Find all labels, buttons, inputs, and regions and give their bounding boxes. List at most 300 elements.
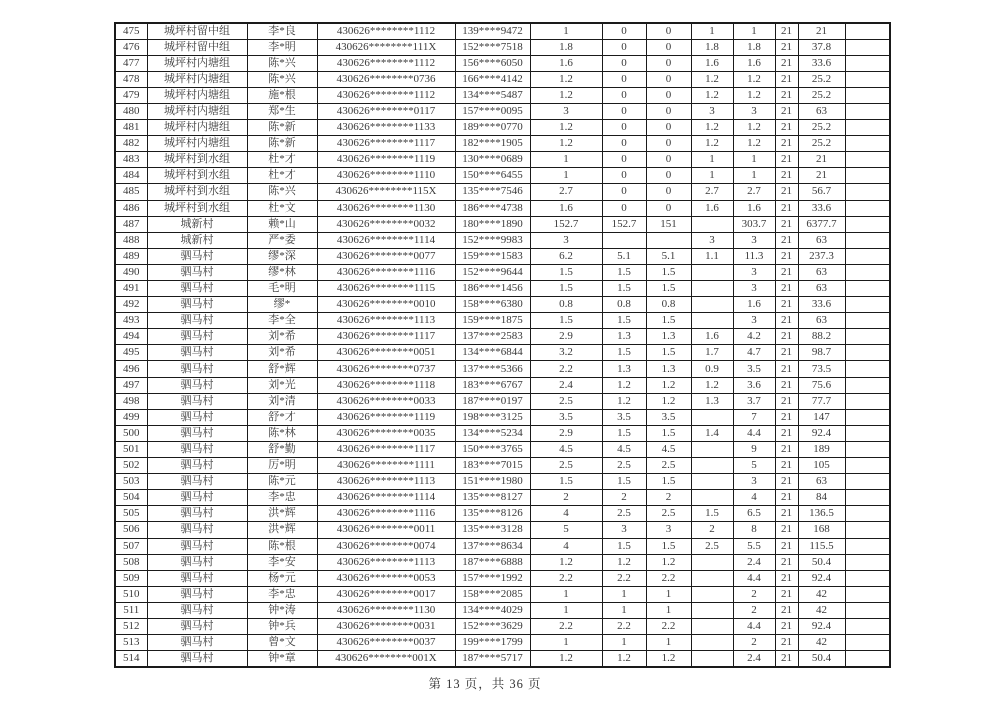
cell-amount4: 1.2 <box>691 136 733 152</box>
cell-id_number_masked: 430626********0032 <box>317 216 455 232</box>
cell-name: 缪*林 <box>247 264 317 280</box>
table-row <box>115 618 890 634</box>
cell-amount_total_red: 3 <box>733 313 775 329</box>
cell-amount1: 1.6 <box>530 55 602 71</box>
cell-name: 陈*兴 <box>247 71 317 87</box>
cell-amount_total_red: 1 <box>733 152 775 168</box>
cell-total_amount: 92.4 <box>798 425 845 441</box>
cell-phone_masked: 130****0689 <box>455 152 530 168</box>
cell-village_group: 城坪村内塘组 <box>147 103 247 119</box>
table-row <box>115 425 890 441</box>
cell-remark <box>845 651 890 667</box>
cell-unit_price: 21 <box>775 232 798 248</box>
cell-unit_price: 21 <box>775 458 798 474</box>
cell-phone_masked: 187****5717 <box>455 651 530 667</box>
cell-total_amount: 25.2 <box>798 136 845 152</box>
table-row <box>115 506 890 522</box>
cell-unit_price: 21 <box>775 377 798 393</box>
cell-phone_masked: 151****1980 <box>455 474 530 490</box>
cell-village_group: 城坪村到水组 <box>147 168 247 184</box>
cell-unit_price: 21 <box>775 554 798 570</box>
cell-amount3: 1.5 <box>646 313 691 329</box>
cell-remark <box>845 570 890 586</box>
cell-village_group: 驷马村 <box>147 602 247 618</box>
cell-amount3: 1.5 <box>646 538 691 554</box>
cell-index: 479 <box>115 87 147 103</box>
cell-amount1: 4.5 <box>530 441 602 457</box>
cell-index: 507 <box>115 538 147 554</box>
cell-amount_total_red: 1.6 <box>733 55 775 71</box>
cell-remark <box>845 441 890 457</box>
cell-amount3: 1.5 <box>646 474 691 490</box>
cell-name: 李*全 <box>247 313 317 329</box>
cell-remark <box>845 55 890 71</box>
cell-amount1: 152.7 <box>530 216 602 232</box>
cell-amount2: 5.1 <box>602 248 646 264</box>
cell-amount4 <box>691 297 733 313</box>
cell-amount2: 1 <box>602 586 646 602</box>
cell-amount1: 1 <box>530 586 602 602</box>
cell-village_group: 城坪村到水组 <box>147 152 247 168</box>
cell-amount4: 1.5 <box>691 506 733 522</box>
table-row <box>115 361 890 377</box>
cell-amount3: 1.5 <box>646 345 691 361</box>
cell-amount2: 2.2 <box>602 618 646 634</box>
cell-phone_masked: 135****7546 <box>455 184 530 200</box>
cell-name: 李*良 <box>247 23 317 39</box>
cell-amount1: 6.2 <box>530 248 602 264</box>
cell-phone_masked: 139****9472 <box>455 23 530 39</box>
cell-amount4: 3 <box>691 103 733 119</box>
cell-id_number_masked: 430626********1112 <box>317 55 455 71</box>
cell-village_group: 驷马村 <box>147 393 247 409</box>
cell-index: 487 <box>115 216 147 232</box>
cell-id_number_masked: 430626********1115 <box>317 281 455 297</box>
table-row <box>115 248 890 264</box>
cell-unit_price: 21 <box>775 490 798 506</box>
cell-name: 刘*光 <box>247 377 317 393</box>
cell-index: 478 <box>115 71 147 87</box>
cell-amount3: 1.3 <box>646 361 691 377</box>
cell-phone_masked: 150****3765 <box>455 441 530 457</box>
cell-village_group: 城坪村内塘组 <box>147 136 247 152</box>
cell-amount4: 2.7 <box>691 184 733 200</box>
cell-amount1: 1 <box>530 152 602 168</box>
cell-id_number_masked: 430626********1117 <box>317 136 455 152</box>
cell-amount1: 1.2 <box>530 71 602 87</box>
table-row <box>115 103 890 119</box>
cell-total_amount: 42 <box>798 602 845 618</box>
cell-remark <box>845 232 890 248</box>
cell-total_amount: 115.5 <box>798 538 845 554</box>
cell-id_number_masked: 430626********0077 <box>317 248 455 264</box>
cell-amount4: 1.2 <box>691 71 733 87</box>
cell-phone_masked: 158****6380 <box>455 297 530 313</box>
table-row <box>115 152 890 168</box>
cell-remark <box>845 184 890 200</box>
cell-amount2: 3.5 <box>602 409 646 425</box>
cell-phone_masked: 134****5487 <box>455 87 530 103</box>
cell-village_group: 城坪村内塘组 <box>147 71 247 87</box>
cell-amount2: 1.2 <box>602 554 646 570</box>
cell-amount4 <box>691 490 733 506</box>
cell-id_number_masked: 430626********0053 <box>317 570 455 586</box>
cell-amount4: 1.1 <box>691 248 733 264</box>
cell-amount2: 152.7 <box>602 216 646 232</box>
cell-phone_masked: 135****8127 <box>455 490 530 506</box>
cell-amount1: 2 <box>530 490 602 506</box>
cell-index: 490 <box>115 264 147 280</box>
cell-id_number_masked: 430626********001X <box>317 651 455 667</box>
cell-remark <box>845 506 890 522</box>
cell-id_number_masked: 430626********1119 <box>317 152 455 168</box>
cell-remark <box>845 87 890 103</box>
cell-amount3: 151 <box>646 216 691 232</box>
cell-index: 476 <box>115 39 147 55</box>
cell-amount_total_red: 3 <box>733 232 775 248</box>
cell-amount_total_red: 2 <box>733 635 775 651</box>
cell-name: 郑*生 <box>247 103 317 119</box>
cell-amount2: 2 <box>602 490 646 506</box>
cell-amount1: 1.6 <box>530 200 602 216</box>
cell-amount_total_red: 9 <box>733 441 775 457</box>
cell-amount_total_red: 4.4 <box>733 618 775 634</box>
cell-unit_price: 21 <box>775 345 798 361</box>
cell-name: 陈*兴 <box>247 55 317 71</box>
cell-amount_total_red: 5 <box>733 458 775 474</box>
cell-id_number_masked: 430626********1133 <box>317 120 455 136</box>
cell-id_number_masked: 430626********0051 <box>317 345 455 361</box>
cell-phone_masked: 137****2583 <box>455 329 530 345</box>
cell-amount1: 2.5 <box>530 458 602 474</box>
cell-index: 485 <box>115 184 147 200</box>
cell-village_group: 驷马村 <box>147 651 247 667</box>
cell-amount1: 2.2 <box>530 361 602 377</box>
table-row <box>115 200 890 216</box>
cell-name: 杜*文 <box>247 200 317 216</box>
cell-amount4: 1 <box>691 168 733 184</box>
cell-unit_price: 21 <box>775 297 798 313</box>
page-number-footer: 第 13 页，共 36 页 <box>428 677 542 691</box>
cell-amount3: 2.5 <box>646 458 691 474</box>
cell-village_group: 城坪村到水组 <box>147 184 247 200</box>
cell-phone_masked: 187****0197 <box>455 393 530 409</box>
cell-amount_total_red: 303.7 <box>733 216 775 232</box>
cell-id_number_masked: 430626********1130 <box>317 602 455 618</box>
cell-total_amount: 25.2 <box>798 87 845 103</box>
cell-amount2: 1.5 <box>602 264 646 280</box>
cell-amount_total_red: 4 <box>733 490 775 506</box>
cell-remark <box>845 554 890 570</box>
cell-total_amount: 92.4 <box>798 618 845 634</box>
cell-amount2 <box>602 232 646 248</box>
cell-village_group: 城新村 <box>147 232 247 248</box>
cell-total_amount: 136.5 <box>798 506 845 522</box>
table-row <box>115 232 890 248</box>
cell-amount1: 2.2 <box>530 570 602 586</box>
cell-amount4 <box>691 409 733 425</box>
cell-index: 508 <box>115 554 147 570</box>
cell-amount2: 1.2 <box>602 393 646 409</box>
cell-total_amount: 77.7 <box>798 393 845 409</box>
cell-total_amount: 42 <box>798 586 845 602</box>
cell-amount_total_red: 1.2 <box>733 87 775 103</box>
cell-unit_price: 21 <box>775 522 798 538</box>
cell-unit_price: 21 <box>775 651 798 667</box>
cell-amount1: 0.8 <box>530 297 602 313</box>
cell-remark <box>845 522 890 538</box>
cell-amount2: 2.5 <box>602 458 646 474</box>
cell-remark <box>845 136 890 152</box>
cell-name: 杜*才 <box>247 168 317 184</box>
cell-id_number_masked: 430626********0117 <box>317 103 455 119</box>
cell-id_number_masked: 430626********0017 <box>317 586 455 602</box>
cell-name: 陈*根 <box>247 538 317 554</box>
cell-total_amount: 63 <box>798 313 845 329</box>
cell-id_number_masked: 430626********0035 <box>317 425 455 441</box>
cell-amount1: 5 <box>530 522 602 538</box>
cell-name: 舒*才 <box>247 409 317 425</box>
table-row <box>115 441 890 457</box>
cell-amount3: 3 <box>646 522 691 538</box>
cell-phone_masked: 152****3629 <box>455 618 530 634</box>
cell-unit_price: 21 <box>775 393 798 409</box>
cell-id_number_masked: 430626********1110 <box>317 168 455 184</box>
cell-index: 492 <box>115 297 147 313</box>
table-row <box>115 55 890 71</box>
records-table <box>114 22 891 668</box>
cell-index: 513 <box>115 635 147 651</box>
cell-amount_total_red: 5.5 <box>733 538 775 554</box>
cell-index: 509 <box>115 570 147 586</box>
cell-id_number_masked: 430626********1113 <box>317 554 455 570</box>
cell-id_number_masked: 430626********1118 <box>317 377 455 393</box>
cell-amount_total_red: 3 <box>733 103 775 119</box>
cell-village_group: 驷马村 <box>147 264 247 280</box>
table-row <box>115 281 890 297</box>
cell-amount_total_red: 3 <box>733 281 775 297</box>
cell-amount2: 0 <box>602 168 646 184</box>
cell-amount2: 1.5 <box>602 345 646 361</box>
cell-village_group: 驷马村 <box>147 441 247 457</box>
cell-amount3: 1.3 <box>646 329 691 345</box>
cell-id_number_masked: 430626********1112 <box>317 23 455 39</box>
cell-amount_total_red: 6.5 <box>733 506 775 522</box>
cell-total_amount: 63 <box>798 281 845 297</box>
cell-total_amount: 25.2 <box>798 71 845 87</box>
cell-total_amount: 33.6 <box>798 200 845 216</box>
cell-phone_masked: 199****1799 <box>455 635 530 651</box>
cell-amount_total_red: 3.5 <box>733 361 775 377</box>
cell-phone_masked: 156****6050 <box>455 55 530 71</box>
cell-remark <box>845 329 890 345</box>
cell-amount1: 1 <box>530 635 602 651</box>
cell-index: 494 <box>115 329 147 345</box>
cell-name: 缪* <box>247 297 317 313</box>
cell-amount4: 1.6 <box>691 55 733 71</box>
cell-amount4 <box>691 570 733 586</box>
cell-phone_masked: 159****1875 <box>455 313 530 329</box>
cell-id_number_masked: 430626********1111 <box>317 458 455 474</box>
cell-remark <box>845 103 890 119</box>
cell-total_amount: 21 <box>798 168 845 184</box>
table-row <box>115 313 890 329</box>
cell-amount4: 3 <box>691 232 733 248</box>
cell-unit_price: 21 <box>775 329 798 345</box>
cell-total_amount: 168 <box>798 522 845 538</box>
cell-amount4: 1.6 <box>691 329 733 345</box>
cell-index: 506 <box>115 522 147 538</box>
table-row <box>115 168 890 184</box>
cell-village_group: 驷马村 <box>147 281 247 297</box>
cell-amount3: 3.5 <box>646 409 691 425</box>
cell-village_group: 驷马村 <box>147 586 247 602</box>
cell-id_number_masked: 430626********1113 <box>317 474 455 490</box>
cell-amount1: 1.2 <box>530 651 602 667</box>
cell-total_amount: 56.7 <box>798 184 845 200</box>
cell-remark <box>845 23 890 39</box>
cell-unit_price: 21 <box>775 474 798 490</box>
cell-remark <box>845 618 890 634</box>
cell-amount2: 1 <box>602 602 646 618</box>
table-row <box>115 490 890 506</box>
cell-index: 502 <box>115 458 147 474</box>
cell-index: 501 <box>115 441 147 457</box>
cell-amount_total_red: 4.2 <box>733 329 775 345</box>
cell-amount3: 2.5 <box>646 506 691 522</box>
cell-total_amount: 37.8 <box>798 39 845 55</box>
cell-amount2: 0 <box>602 71 646 87</box>
cell-amount2: 1.2 <box>602 651 646 667</box>
cell-amount4 <box>691 474 733 490</box>
cell-amount3: 0.8 <box>646 297 691 313</box>
cell-amount_total_red: 11.3 <box>733 248 775 264</box>
cell-id_number_masked: 430626********1113 <box>317 313 455 329</box>
table-row <box>115 570 890 586</box>
cell-amount2: 1.3 <box>602 361 646 377</box>
table-row <box>115 297 890 313</box>
cell-id_number_masked: 430626********1114 <box>317 490 455 506</box>
table-row <box>115 538 890 554</box>
cell-name: 钟*涛 <box>247 602 317 618</box>
cell-name: 赖*山 <box>247 216 317 232</box>
cell-total_amount: 21 <box>798 23 845 39</box>
cell-village_group: 城坪村内塘组 <box>147 120 247 136</box>
table-row <box>115 377 890 393</box>
cell-village_group: 驷马村 <box>147 635 247 651</box>
cell-index: 511 <box>115 602 147 618</box>
cell-unit_price: 21 <box>775 248 798 264</box>
cell-index: 491 <box>115 281 147 297</box>
cell-amount1: 1.2 <box>530 136 602 152</box>
cell-remark <box>845 152 890 168</box>
cell-amount_total_red: 1.8 <box>733 39 775 55</box>
cell-amount4 <box>691 618 733 634</box>
cell-amount4: 1.8 <box>691 39 733 55</box>
cell-remark <box>845 538 890 554</box>
cell-amount1: 4 <box>530 506 602 522</box>
cell-phone_masked: 134****5234 <box>455 425 530 441</box>
cell-amount3: 1.2 <box>646 377 691 393</box>
cell-amount3: 1.2 <box>646 651 691 667</box>
cell-total_amount: 63 <box>798 232 845 248</box>
cell-village_group: 城新村 <box>147 216 247 232</box>
cell-village_group: 驷马村 <box>147 361 247 377</box>
cell-amount3: 1.2 <box>646 554 691 570</box>
cell-amount3: 1.5 <box>646 425 691 441</box>
cell-amount1: 2.4 <box>530 377 602 393</box>
cell-amount_total_red: 2 <box>733 586 775 602</box>
cell-unit_price: 21 <box>775 216 798 232</box>
cell-amount4: 0.9 <box>691 361 733 377</box>
cell-amount1: 1 <box>530 168 602 184</box>
table-row <box>115 393 890 409</box>
cell-index: 481 <box>115 120 147 136</box>
table-row <box>115 635 890 651</box>
cell-total_amount: 92.4 <box>798 570 845 586</box>
cell-amount2: 0.8 <box>602 297 646 313</box>
cell-amount_total_red: 1.6 <box>733 297 775 313</box>
table-row <box>115 184 890 200</box>
cell-remark <box>845 120 890 136</box>
cell-total_amount: 75.6 <box>798 377 845 393</box>
cell-name: 钟*章 <box>247 651 317 667</box>
cell-name: 施*根 <box>247 87 317 103</box>
cell-total_amount: 21 <box>798 152 845 168</box>
cell-remark <box>845 377 890 393</box>
cell-phone_masked: 134****4029 <box>455 602 530 618</box>
cell-amount4 <box>691 554 733 570</box>
cell-amount_total_red: 1.2 <box>733 71 775 87</box>
cell-name: 陈*新 <box>247 120 317 136</box>
cell-village_group: 驷马村 <box>147 618 247 634</box>
cell-total_amount: 42 <box>798 635 845 651</box>
cell-name: 刘*清 <box>247 393 317 409</box>
cell-name: 杜*才 <box>247 152 317 168</box>
cell-name: 陈*元 <box>247 474 317 490</box>
cell-amount3: 0 <box>646 120 691 136</box>
cell-remark <box>845 425 890 441</box>
cell-phone_masked: 189****0770 <box>455 120 530 136</box>
cell-index: 483 <box>115 152 147 168</box>
cell-phone_masked: 135****3128 <box>455 522 530 538</box>
cell-unit_price: 21 <box>775 23 798 39</box>
cell-amount1: 1.5 <box>530 264 602 280</box>
cell-amount_total_red: 4.4 <box>733 425 775 441</box>
cell-total_amount: 63 <box>798 103 845 119</box>
cell-phone_masked: 157****1992 <box>455 570 530 586</box>
cell-phone_masked: 180****1890 <box>455 216 530 232</box>
cell-village_group: 驷马村 <box>147 554 247 570</box>
cell-amount2: 0 <box>602 136 646 152</box>
cell-name: 毛*明 <box>247 281 317 297</box>
cell-amount4 <box>691 264 733 280</box>
cell-total_amount: 33.6 <box>798 297 845 313</box>
cell-amount4 <box>691 441 733 457</box>
cell-amount4: 1.2 <box>691 87 733 103</box>
cell-id_number_masked: 430626********0031 <box>317 618 455 634</box>
cell-id_number_masked: 430626********1119 <box>317 409 455 425</box>
cell-unit_price: 21 <box>775 103 798 119</box>
cell-name: 陈*林 <box>247 425 317 441</box>
cell-village_group: 城坪村留中组 <box>147 39 247 55</box>
cell-id_number_masked: 430626********1116 <box>317 506 455 522</box>
cell-phone_masked: 152****9983 <box>455 232 530 248</box>
cell-remark <box>845 586 890 602</box>
cell-name: 李*忠 <box>247 586 317 602</box>
cell-total_amount: 147 <box>798 409 845 425</box>
table-row <box>115 329 890 345</box>
